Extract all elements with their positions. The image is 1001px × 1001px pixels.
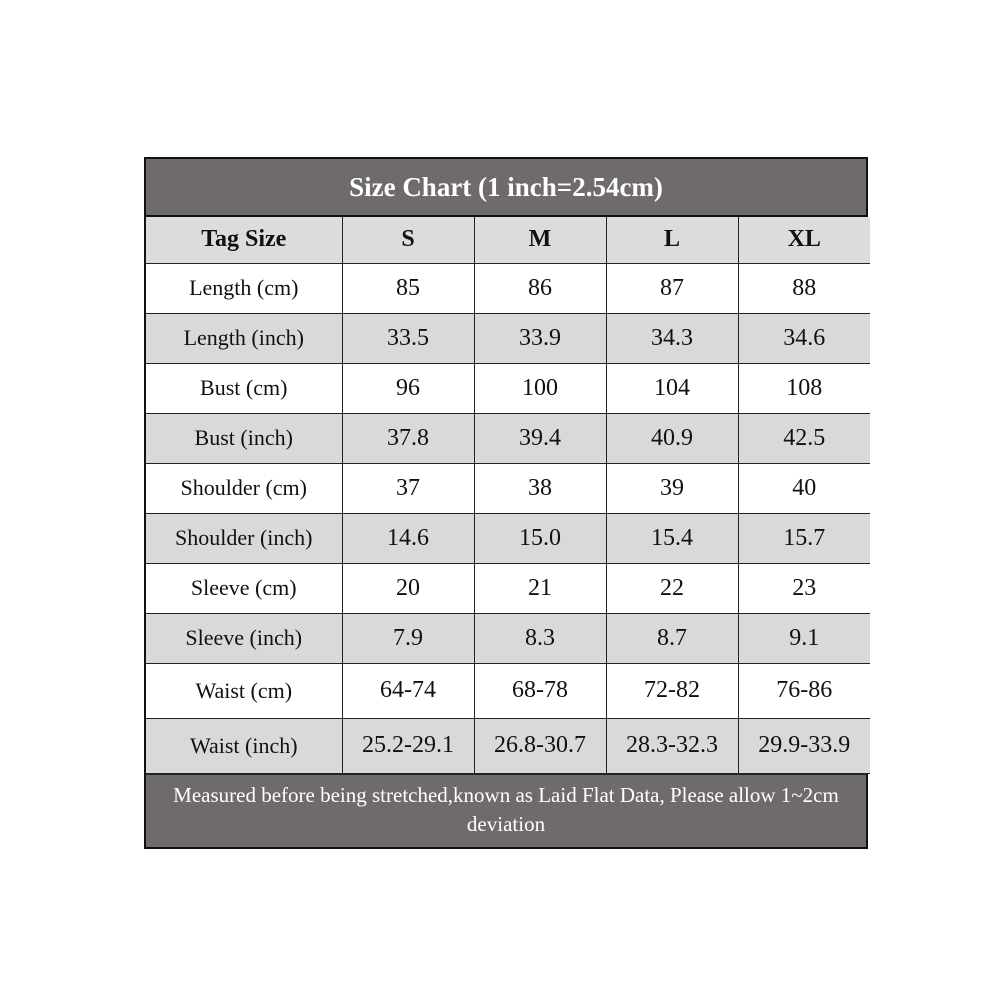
table-cell: 33.5 bbox=[342, 313, 474, 363]
table-cell: 85 bbox=[342, 263, 474, 313]
table-cell: 68-78 bbox=[474, 663, 606, 718]
header-cell-m: M bbox=[474, 217, 606, 263]
table-cell: 22 bbox=[606, 563, 738, 613]
table-cell: 40.9 bbox=[606, 413, 738, 463]
table-cell: 15.4 bbox=[606, 513, 738, 563]
table-row bbox=[146, 413, 870, 463]
table-cell: 20 bbox=[342, 563, 474, 613]
table-cell: 15.0 bbox=[474, 513, 606, 563]
table-row bbox=[146, 613, 870, 663]
table-row bbox=[146, 263, 870, 313]
table-cell: 28.3-32.3 bbox=[606, 718, 738, 773]
table-cell: 8.7 bbox=[606, 613, 738, 663]
footer-note: Measured before being stretched,known as Laid Flat Data, Please allow 1~2cm deviation bbox=[146, 774, 866, 847]
table-cell: 9.1 bbox=[738, 613, 870, 663]
table-row bbox=[146, 513, 870, 563]
table-cell: 76-86 bbox=[738, 663, 870, 718]
table-cell: 37.8 bbox=[342, 413, 474, 463]
table-cell: 33.9 bbox=[474, 313, 606, 363]
table-cell: 15.7 bbox=[738, 513, 870, 563]
table-cell: 88 bbox=[738, 263, 870, 313]
header-row bbox=[146, 217, 870, 263]
table-cell: 26.8-30.7 bbox=[474, 718, 606, 773]
table-cell: 29.9-33.9 bbox=[738, 718, 870, 773]
table-cell: 38 bbox=[474, 463, 606, 513]
row-label: Bust (cm) bbox=[146, 363, 342, 413]
table-row bbox=[146, 563, 870, 613]
table-cell: 87 bbox=[606, 263, 738, 313]
table-row bbox=[146, 313, 870, 363]
table-row bbox=[146, 718, 870, 773]
table-cell: 14.6 bbox=[342, 513, 474, 563]
table-row bbox=[146, 463, 870, 513]
row-label: Sleeve (inch) bbox=[146, 613, 342, 663]
header-cell-l: L bbox=[606, 217, 738, 263]
table-cell: 7.9 bbox=[342, 613, 474, 663]
table-cell: 21 bbox=[474, 563, 606, 613]
table-cell: 104 bbox=[606, 363, 738, 413]
header-cell-xl: XL bbox=[738, 217, 870, 263]
table-cell: 39 bbox=[606, 463, 738, 513]
table-cell: 100 bbox=[474, 363, 606, 413]
table-row bbox=[146, 663, 870, 718]
table-cell: 25.2-29.1 bbox=[342, 718, 474, 773]
row-label: Sleeve (cm) bbox=[146, 563, 342, 613]
row-label: Waist (cm) bbox=[146, 663, 342, 718]
table-cell: 96 bbox=[342, 363, 474, 413]
size-chart bbox=[144, 157, 868, 849]
table-row bbox=[146, 363, 870, 413]
table-cell: 34.3 bbox=[606, 313, 738, 363]
header-cell-s: S bbox=[342, 217, 474, 263]
row-label: Length (inch) bbox=[146, 313, 342, 363]
size-table bbox=[146, 217, 870, 774]
table-cell: 37 bbox=[342, 463, 474, 513]
table-cell: 39.4 bbox=[474, 413, 606, 463]
table-cell: 42.5 bbox=[738, 413, 870, 463]
table-cell: 40 bbox=[738, 463, 870, 513]
table-cell: 34.6 bbox=[738, 313, 870, 363]
row-label: Bust (inch) bbox=[146, 413, 342, 463]
row-label: Shoulder (cm) bbox=[146, 463, 342, 513]
row-label: Length (cm) bbox=[146, 263, 342, 313]
chart-title: Size Chart (1 inch=2.54cm) bbox=[146, 159, 866, 217]
table-cell: 8.3 bbox=[474, 613, 606, 663]
row-label: Waist (inch) bbox=[146, 718, 342, 773]
table-cell: 23 bbox=[738, 563, 870, 613]
table-cell: 72-82 bbox=[606, 663, 738, 718]
header-cell-tag-size: Tag Size bbox=[146, 217, 342, 263]
table-cell: 108 bbox=[738, 363, 870, 413]
table-cell: 64-74 bbox=[342, 663, 474, 718]
row-label: Shoulder (inch) bbox=[146, 513, 342, 563]
table-cell: 86 bbox=[474, 263, 606, 313]
